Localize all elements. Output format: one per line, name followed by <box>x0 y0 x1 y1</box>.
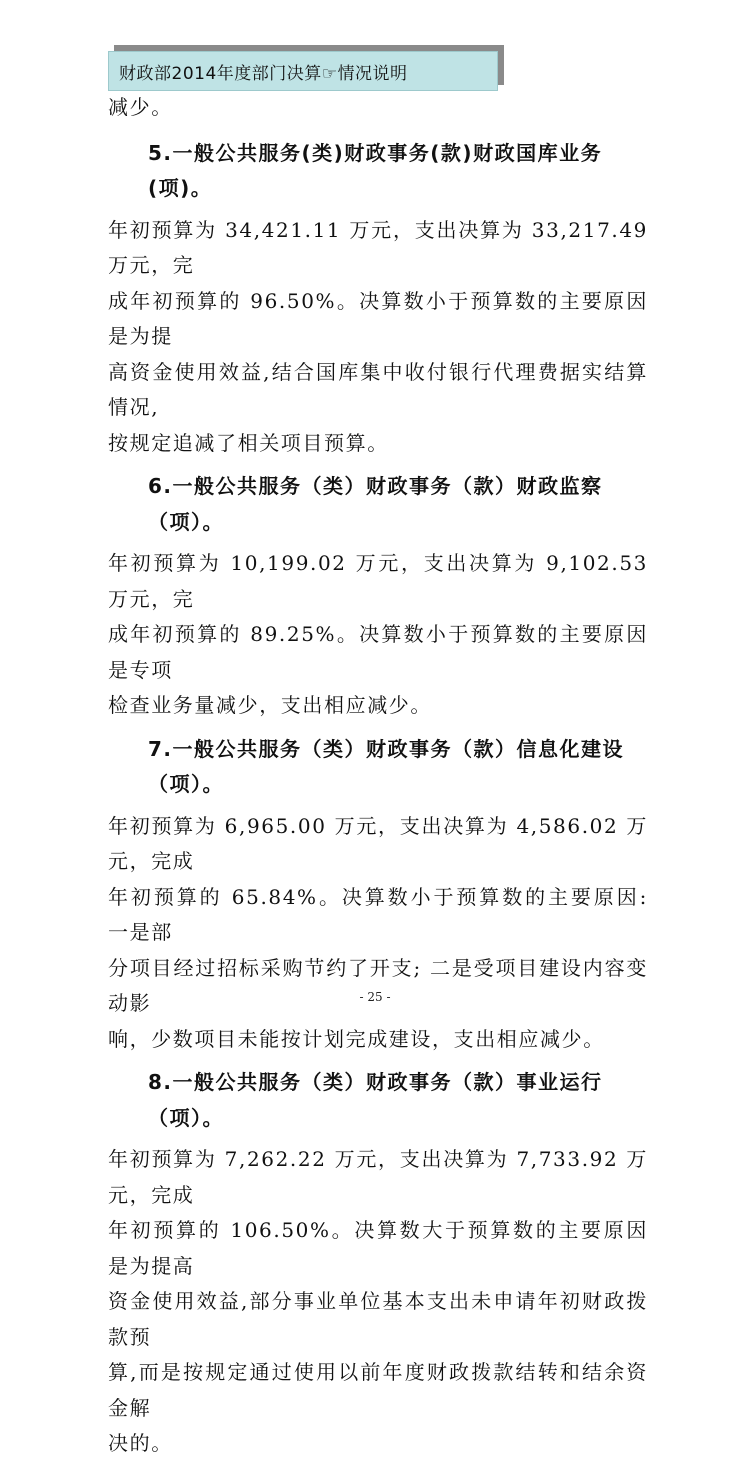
section-heading: 7.一般公共服务（类）财政事务（款）信息化建设（项）。 <box>148 736 625 796</box>
body-line: 成年初预算的 89.25%。决算数小于预算数的主要原因是专项 <box>108 622 648 682</box>
body-line: 年初预算的 106.50%。决算数大于预算数的主要原因是为提高 <box>108 1218 648 1278</box>
body-line: 检查业务量减少，支出相应减少。 <box>108 693 432 717</box>
body-line: 年初预算的 65.84%。决算数小于预算数的主要原因: 一是部 <box>108 884 648 944</box>
body-line: 年初预算为 6,965.00 万元，支出决算为 4,586.02 万元，完成 <box>108 813 648 873</box>
header-title: 财政部2014年度部门决算☞情况说明 <box>119 63 408 84</box>
section-5 <box>108 136 648 462</box>
section-heading: 6.一般公共服务（类）财政事务（款）财政监察（项）。 <box>148 474 603 534</box>
page-header <box>108 51 498 91</box>
body-line: 年初预算为 7,262.22 万元，支出决算为 7,733.92 万元，完成 <box>108 1147 648 1207</box>
section-heading: 8.一般公共服务（类）财政事务（款）事业运行（项）。 <box>148 1070 603 1130</box>
document-body <box>108 90 648 1462</box>
section-6 <box>108 469 648 724</box>
body-line: 年初预算为 10,199.02 万元，支出决算为 9,102.53 万元，完 <box>108 551 648 611</box>
body-line: 高资金使用效益,结合国库集中收付银行代理费据实结算情况, <box>108 359 648 419</box>
body-line: 响，少数项目未能按计划完成建设，支出相应减少。 <box>108 1026 605 1051</box>
body-line: 成年初预算的 96.50%。决算数小于预算数的主要原因是为提 <box>108 288 648 348</box>
body-line: 按规定追减了相关项目预算。 <box>108 430 389 455</box>
section-7 <box>108 732 648 1058</box>
body-line: 资金使用效益,部分事业单位基本支出未申请年初财政拨款预 <box>108 1289 648 1349</box>
body-line: 年初预算为 34,421.11 万元，支出决算为 33,217.49 万元，完 <box>108 217 648 277</box>
section-heading: 5.一般公共服务(类)财政事务(款)财政国库业务(项)。 <box>148 140 603 200</box>
continuation-text: 减少。 <box>108 95 173 119</box>
body-line: 算,而是按规定通过使用以前年度财政拨款结转和结余资金解 <box>108 1360 648 1420</box>
section-8 <box>108 1065 648 1462</box>
body-line: 决的。 <box>108 1431 173 1455</box>
body-line: 分项目经过招标采购节约了开支; 二是受项目建设内容变动影 <box>108 955 648 1015</box>
page-number: - 25 - <box>359 990 391 1004</box>
